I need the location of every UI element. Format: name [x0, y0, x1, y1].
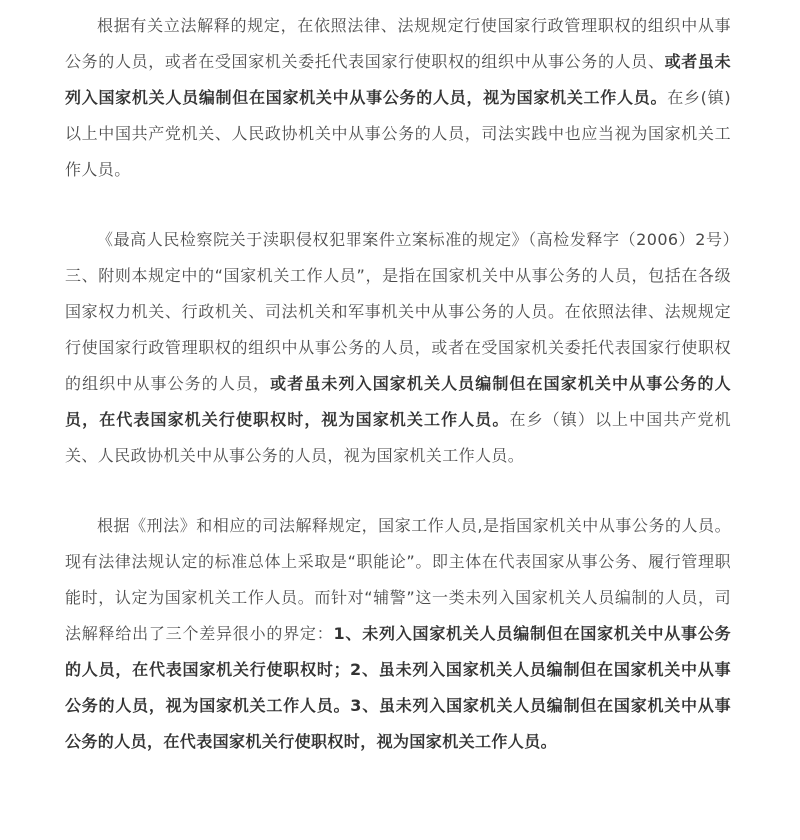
paragraph-text: 根据《刑法》和相应的司法解释规定，国家工作人员,是指国家机关中从事公务的人员。现有法律法规认定的标准总体上采取是“职能论”。即主体在代表国家从事公务、履行管理职能时，认定为国家机关工作人员。而针对“辅警”这一类未列入国家机关人员编制的人员，司法解释给出了三个差异很小的界定： [65, 516, 731, 643]
paragraph-emphasis: 或者虽未列入国家机关人员编制但在国家机关中从事公务的人员，视为国家机关工作人员。 [65, 52, 731, 107]
paragraph-procuratorate-regulation [65, 222, 731, 474]
paragraph-emphasis: 或者虽未列入国家机关人员编制但在国家机关中从事公务的人员，在代表国家机关行使职权时，视为国家机关工作人员。 [65, 374, 731, 429]
paragraph-text: 根据有关立法解释的规定，在依照法律、法规规定行使国家行政管理职权的组织中从事公务的人员，或者在受国家机关委托代表国家行使职权的组织中从事公务的人员、 [65, 16, 731, 71]
paragraph-emphasis: 1、未列入国家机关人员编制但在国家机关中从事公务的人员，在代表国家机关行使职权时；2、虽未列入国家机关人员编制但在国家机关中从事公务的人员，视为国家机关工作人员。3、虽未列入国家机关人员编制但在国家机关中从事公务的人员，在代表国家机关行使职权时，视为国家机关工作人员。 [65, 624, 731, 751]
paragraph-text: 在乡(镇)以上中国共产党机关、人民政协机关中从事公务的人员，司法实践中也应当视为国家机关工作人员。 [65, 88, 731, 179]
paragraph-legislative-interpretation [65, 8, 731, 188]
article-body [65, 8, 731, 760]
paragraph-criminal-law [65, 508, 731, 760]
paragraph-text: 《最高人民检察院关于渎职侵权犯罪案件立案标准的规定》（高检发释字（2006）2号）三、附则本规定中的“国家机关工作人员”，是指在国家机关中从事公务的人员，包括在各级国家权力机关、行政机关、司法机关和军事机关中从事公务的人员。在依照法律、法规规定行使国家行政管理职权的组织中从事公务的人员，或者在受国家机关委托代表国家行使职权的组织中从事公务的人员， [65, 230, 731, 393]
paragraph-text: 在乡（镇）以上中国共产党机关、人民政协机关中从事公务的人员，视为国家机关工作人员。 [65, 410, 732, 465]
